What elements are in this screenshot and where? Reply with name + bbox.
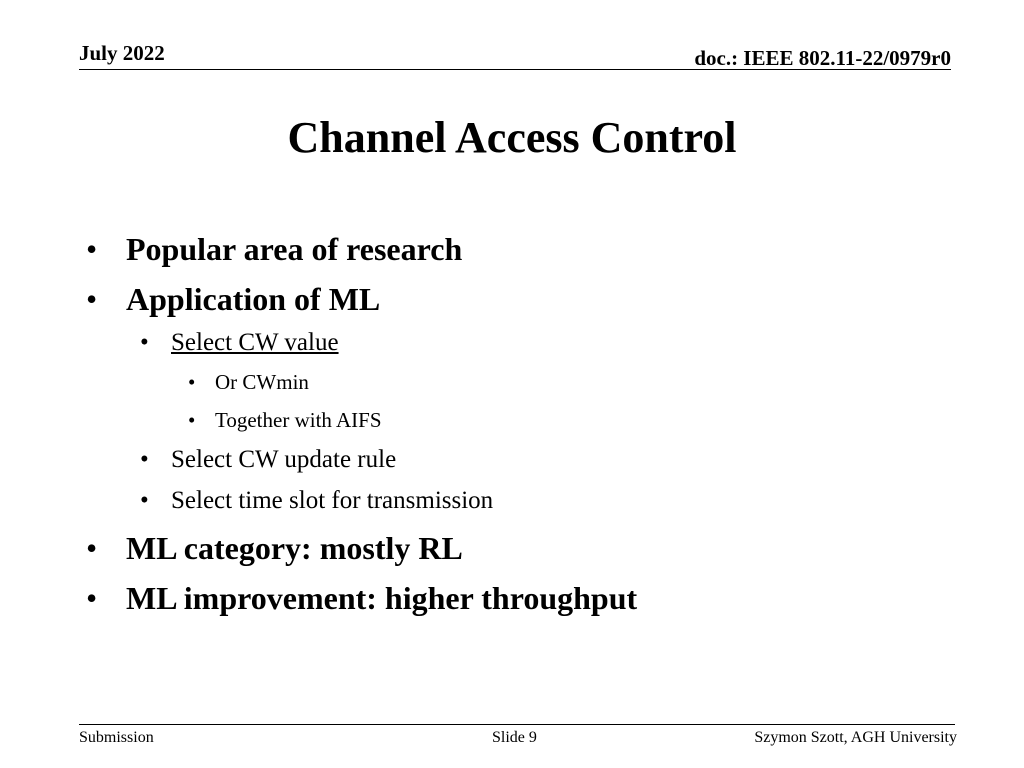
bullet-marker: • [86, 580, 98, 616]
slide-title: Channel Access Control [287, 113, 737, 162]
bullet-marker: • [140, 446, 149, 473]
bullet-text: ML category: mostly RL [126, 530, 463, 566]
bullet-text: Select CW value [171, 329, 339, 356]
bullet-marker: • [188, 408, 196, 432]
bullet-text: Select CW update rule [171, 446, 397, 473]
bullet-marker: • [140, 487, 149, 514]
bullet-marker: • [86, 281, 98, 317]
bullet-text: Popular area of research [126, 231, 463, 267]
bullet-marker: • [86, 530, 98, 566]
header-doc-id: doc.: IEEE 802.11-22/0979r0 [694, 46, 951, 70]
bullet-text: Select time slot for transmission [171, 487, 494, 514]
bullet-text: Or CWmin [215, 370, 309, 394]
bullet-text: ML improvement: higher throughput [126, 580, 638, 616]
bullet-text: Together with AIFS [215, 408, 382, 432]
footer-divider [79, 724, 955, 725]
footer-slide-number: Slide 9 [492, 729, 537, 746]
header-date: July 2022 [79, 41, 165, 65]
bullet-marker: • [140, 329, 149, 356]
bullet-text: Application of ML [126, 281, 381, 317]
bullet-marker: • [86, 231, 98, 267]
footer-submission: Submission [79, 729, 154, 746]
bullet-marker: • [188, 370, 196, 394]
footer-author: Szymon Szott, AGH University [754, 729, 957, 746]
